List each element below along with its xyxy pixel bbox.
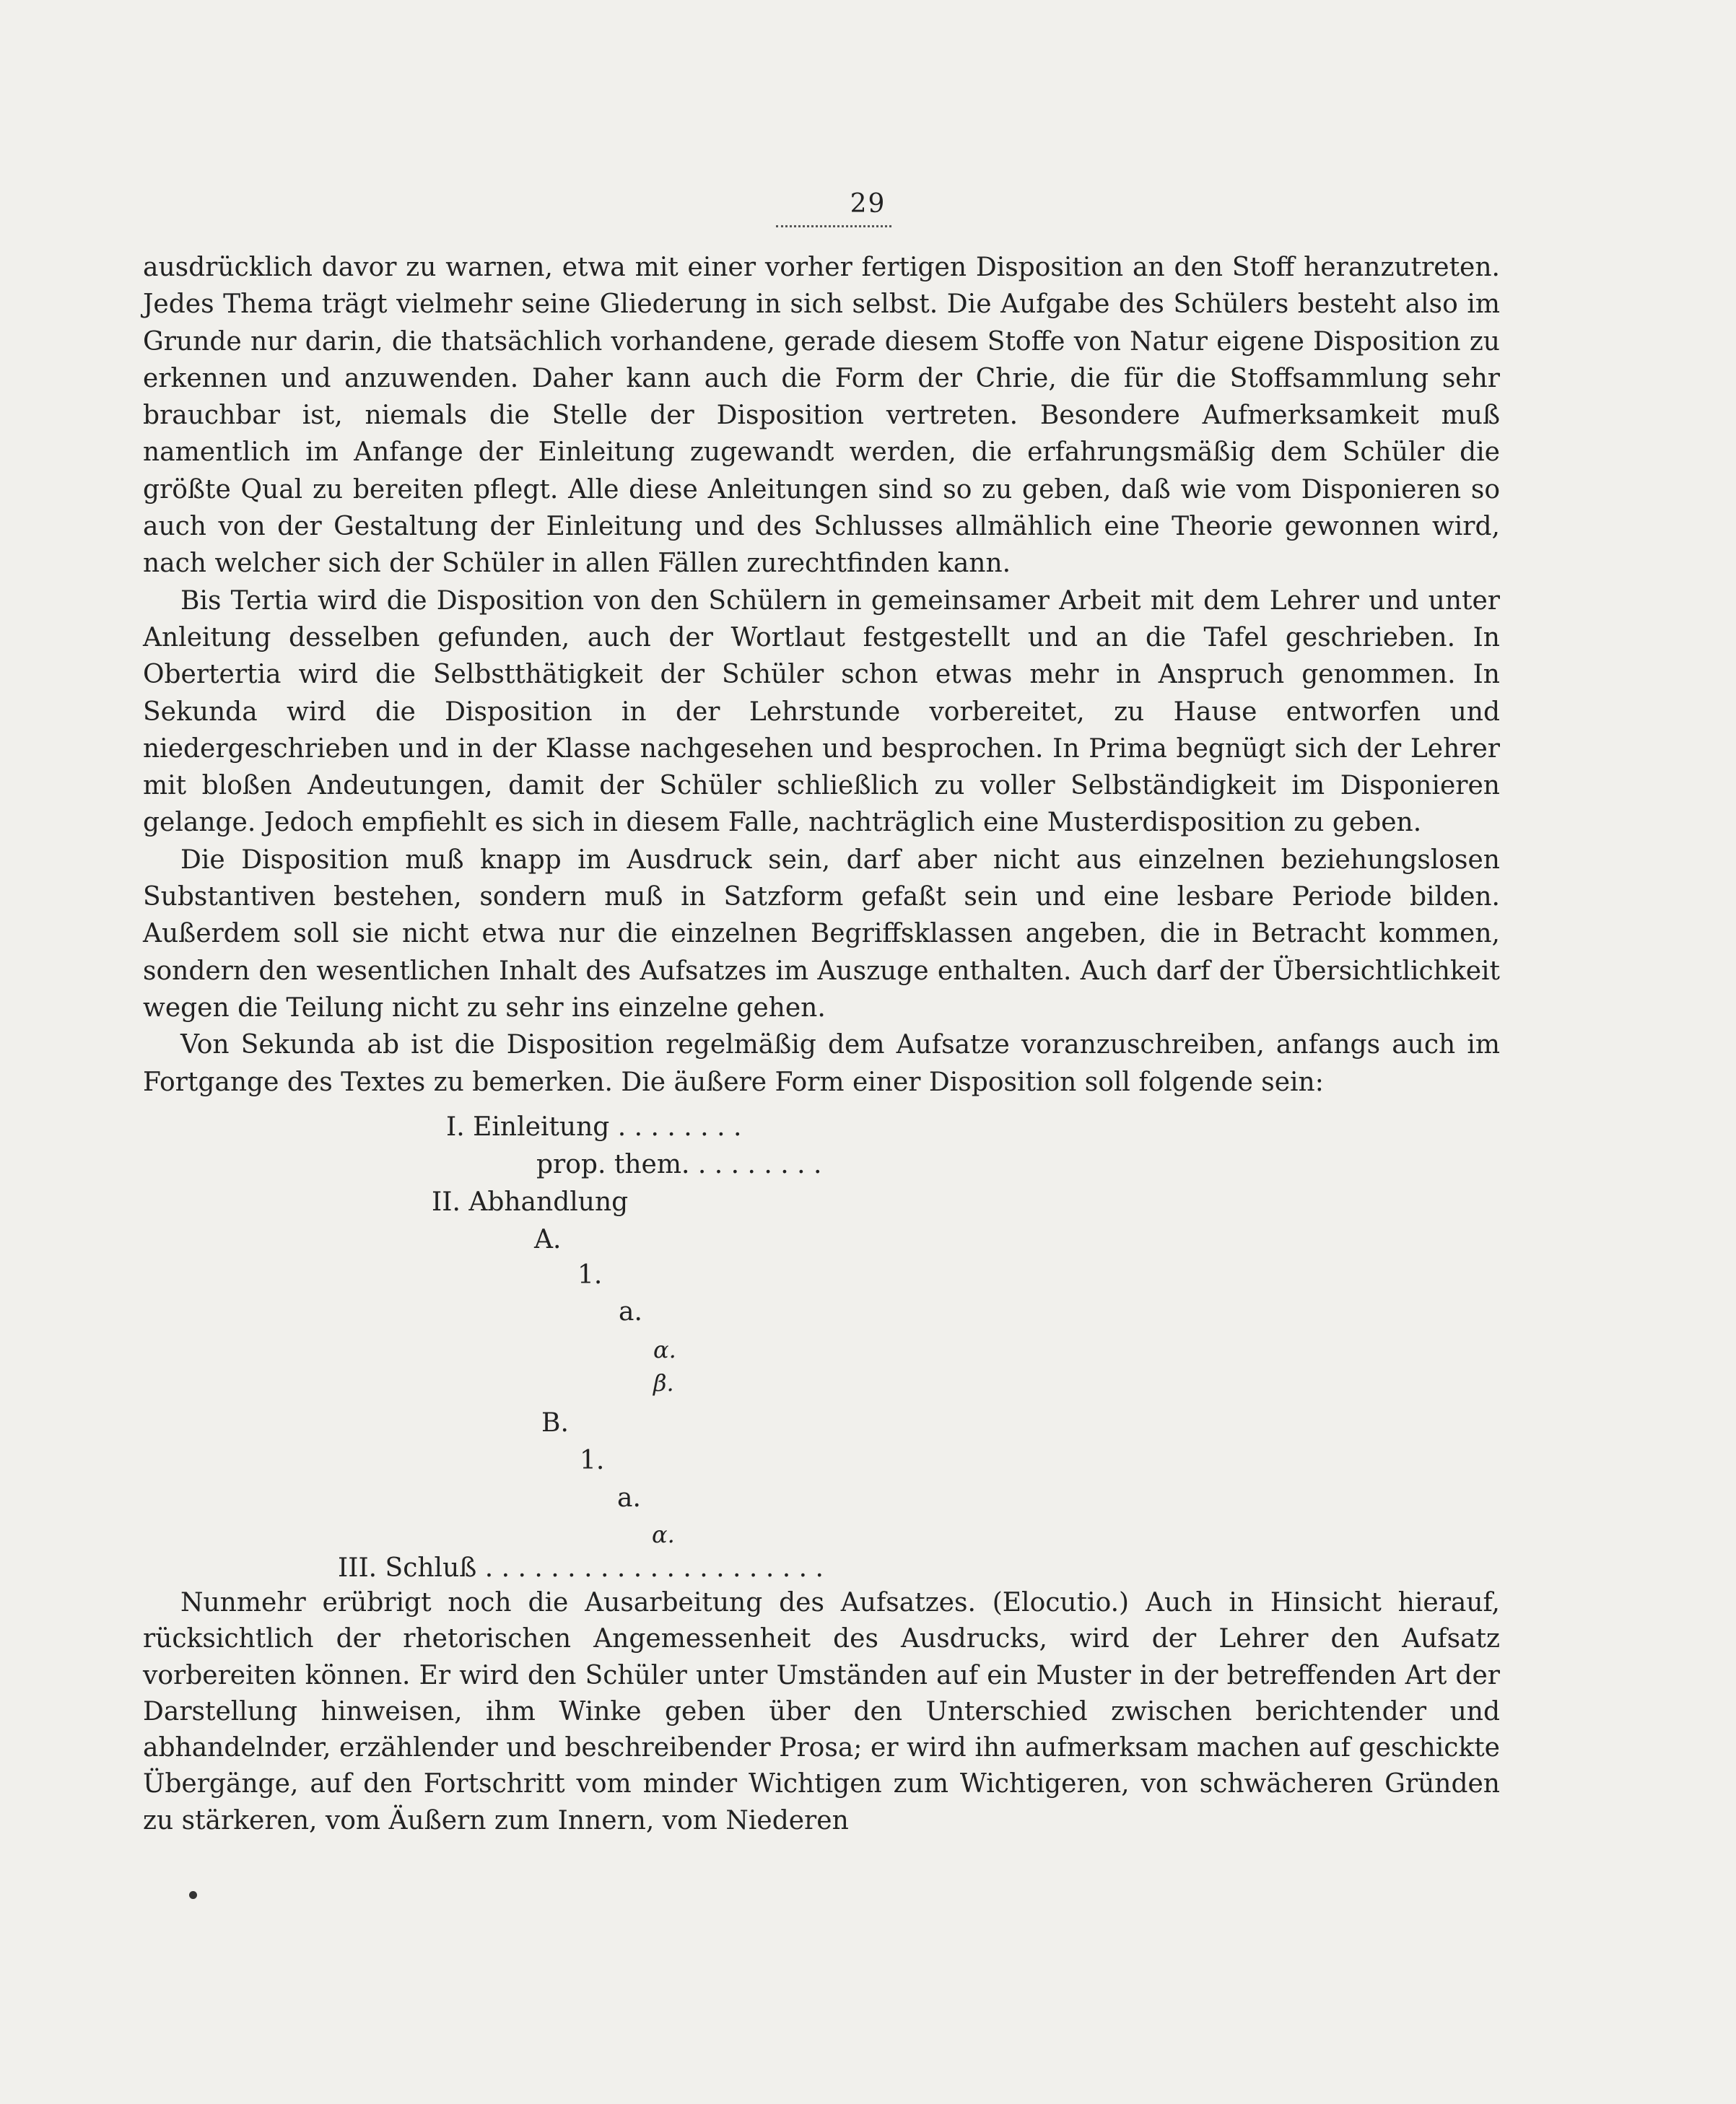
paragraph-2: Bis Tertia wird die Disposition von den Schülern in gemeinsamer Arbeit mit dem Lehrer und unter Anleitung desselben gefunden, auch der Wortlaut festgestellt und an die Tafel geschrieben. In Obertertia wird die Selbstthätigkeit der Schüler schon etwas mehr in Anspruch genommen. In Sekunda wird die Disposition in der Lehrstunde vorbereitet, zu Hause entworfen und niedergeschrieben und in der Klasse nachgesehen und besprochen. In Prima begnügt sich der Lehrer mit bloßen Andeutungen, damit der Schüler schließlich zu voller Selbständigkeit im Disponieren gelange. Jedoch empfiehlt es sich in diesem Falle, nachträglich eine Musterdisposition zu geben. xyxy=(143,585,1500,838)
outline-1-second: 1. xyxy=(580,1446,605,1475)
ink-spot xyxy=(189,1891,197,1899)
paragraph-3: Die Disposition muß knapp im Ausdruck sein, darf aber nicht aus einzelnen beziehungslosen Substantiven bestehen, sondern muß in Satzform gefaßt sein und eine lesbare Periode bilden. Außerdem soll sie nicht etwa nur die einzelnen Begriffsklassen angeben, die in Betracht kommen, sondern den wesentlichen Inhalt des Aufsatzes im Auszuge enthalten. Auch darf der Übersichtlichkeit wegen die Teilung nicht zu sehr ins einzelne gehen. xyxy=(143,844,1500,1023)
outline-alpha: α. xyxy=(653,1336,676,1363)
outline-a-lower: a. xyxy=(619,1297,642,1327)
paragraph-5: Nunmehr erübrigt noch die Ausarbeitung des Aufsatzes. (Elocutio.) Auch in Hinsicht hierauf, rücksichtlich der rhetorischen Angemessenheit des Ausdrucks, wird der Lehrer den Aufsatz vorbereiten können. Er wird den Schüler unter Umständen auf ein Muster in der betreffenden Art der Darstellung hinweisen, ihm Winke geben über den Unterschied zwischen berichtender und abhandelnder, erzählender und beschreibender Prosa; er wird ihn aufmerksam machen auf geschickte Übergänge, auf den Fortschritt vom minder Wichtigen zum Wichtigeren, von schwächeren Gründen zu stärkeren, vom Äußern zum Innern, vom Niederen xyxy=(143,1588,1500,1835)
outline-1: 1. xyxy=(577,1260,603,1290)
outline-a-upper: A. xyxy=(534,1225,562,1254)
page-number: 29 xyxy=(850,189,886,219)
outline-prop-them: prop. them. . . . . . . . . xyxy=(536,1150,822,1179)
outline-beta: β. xyxy=(653,1369,674,1397)
outline-einleitung: I. Einleitung . . . . . . . . xyxy=(446,1112,742,1142)
paragraph-4: Von Sekunda ab ist die Disposition regelmäßig dem Aufsatze voranzuschreiben, anfangs auch im Fortgange des Textes zu bemerken. Die äußere Form einer Disposition soll folgende sein: xyxy=(143,1030,1500,1097)
outline-schluss: III. Schluß . . . . . . . . . . . . . . . . . . . . . xyxy=(338,1553,824,1583)
outline-abhandlung: II. Abhandlung xyxy=(432,1187,629,1217)
outline-b-upper: B. xyxy=(541,1408,569,1438)
outline-alpha-second: α. xyxy=(652,1521,675,1548)
outline-a-lower-second: a. xyxy=(617,1483,641,1513)
body-text-bottom xyxy=(143,1585,1500,1839)
paragraph-1: ausdrücklich davor zu warnen, etwa mit einer vorher fertigen Disposition an den Stoff heranzutreten. Jedes Thema trägt vielmehr seine Gliederung in sich selbst. Die Aufgabe des Schülers besteht also im Grunde nur darin, die thatsächlich vorhandene, gerade diesem Stoffe von Natur eigene Disposition zu erkennen und anzuwenden. Daher kann auch die Form der Chrie, die für die Stoffsammlung sehr brauchbar ist, niemals die Stelle der Disposition vertreten. Besondere Aufmerksamkeit muß namentlich im Anfange der Einleitung zugewandt werden, die erfahrungsmäßig dem Schüler die größte Qual zu bereiten pflegt. Alle diese Anleitungen sind so zu geben, daß wie vom Disponieren so auch von der Gestaltung der Einleitung und des Schlusses allmählich eine Theorie gewonnen wird, nach welcher sich der Schüler in allen Fällen zurechtfinden kann. xyxy=(143,253,1500,579)
